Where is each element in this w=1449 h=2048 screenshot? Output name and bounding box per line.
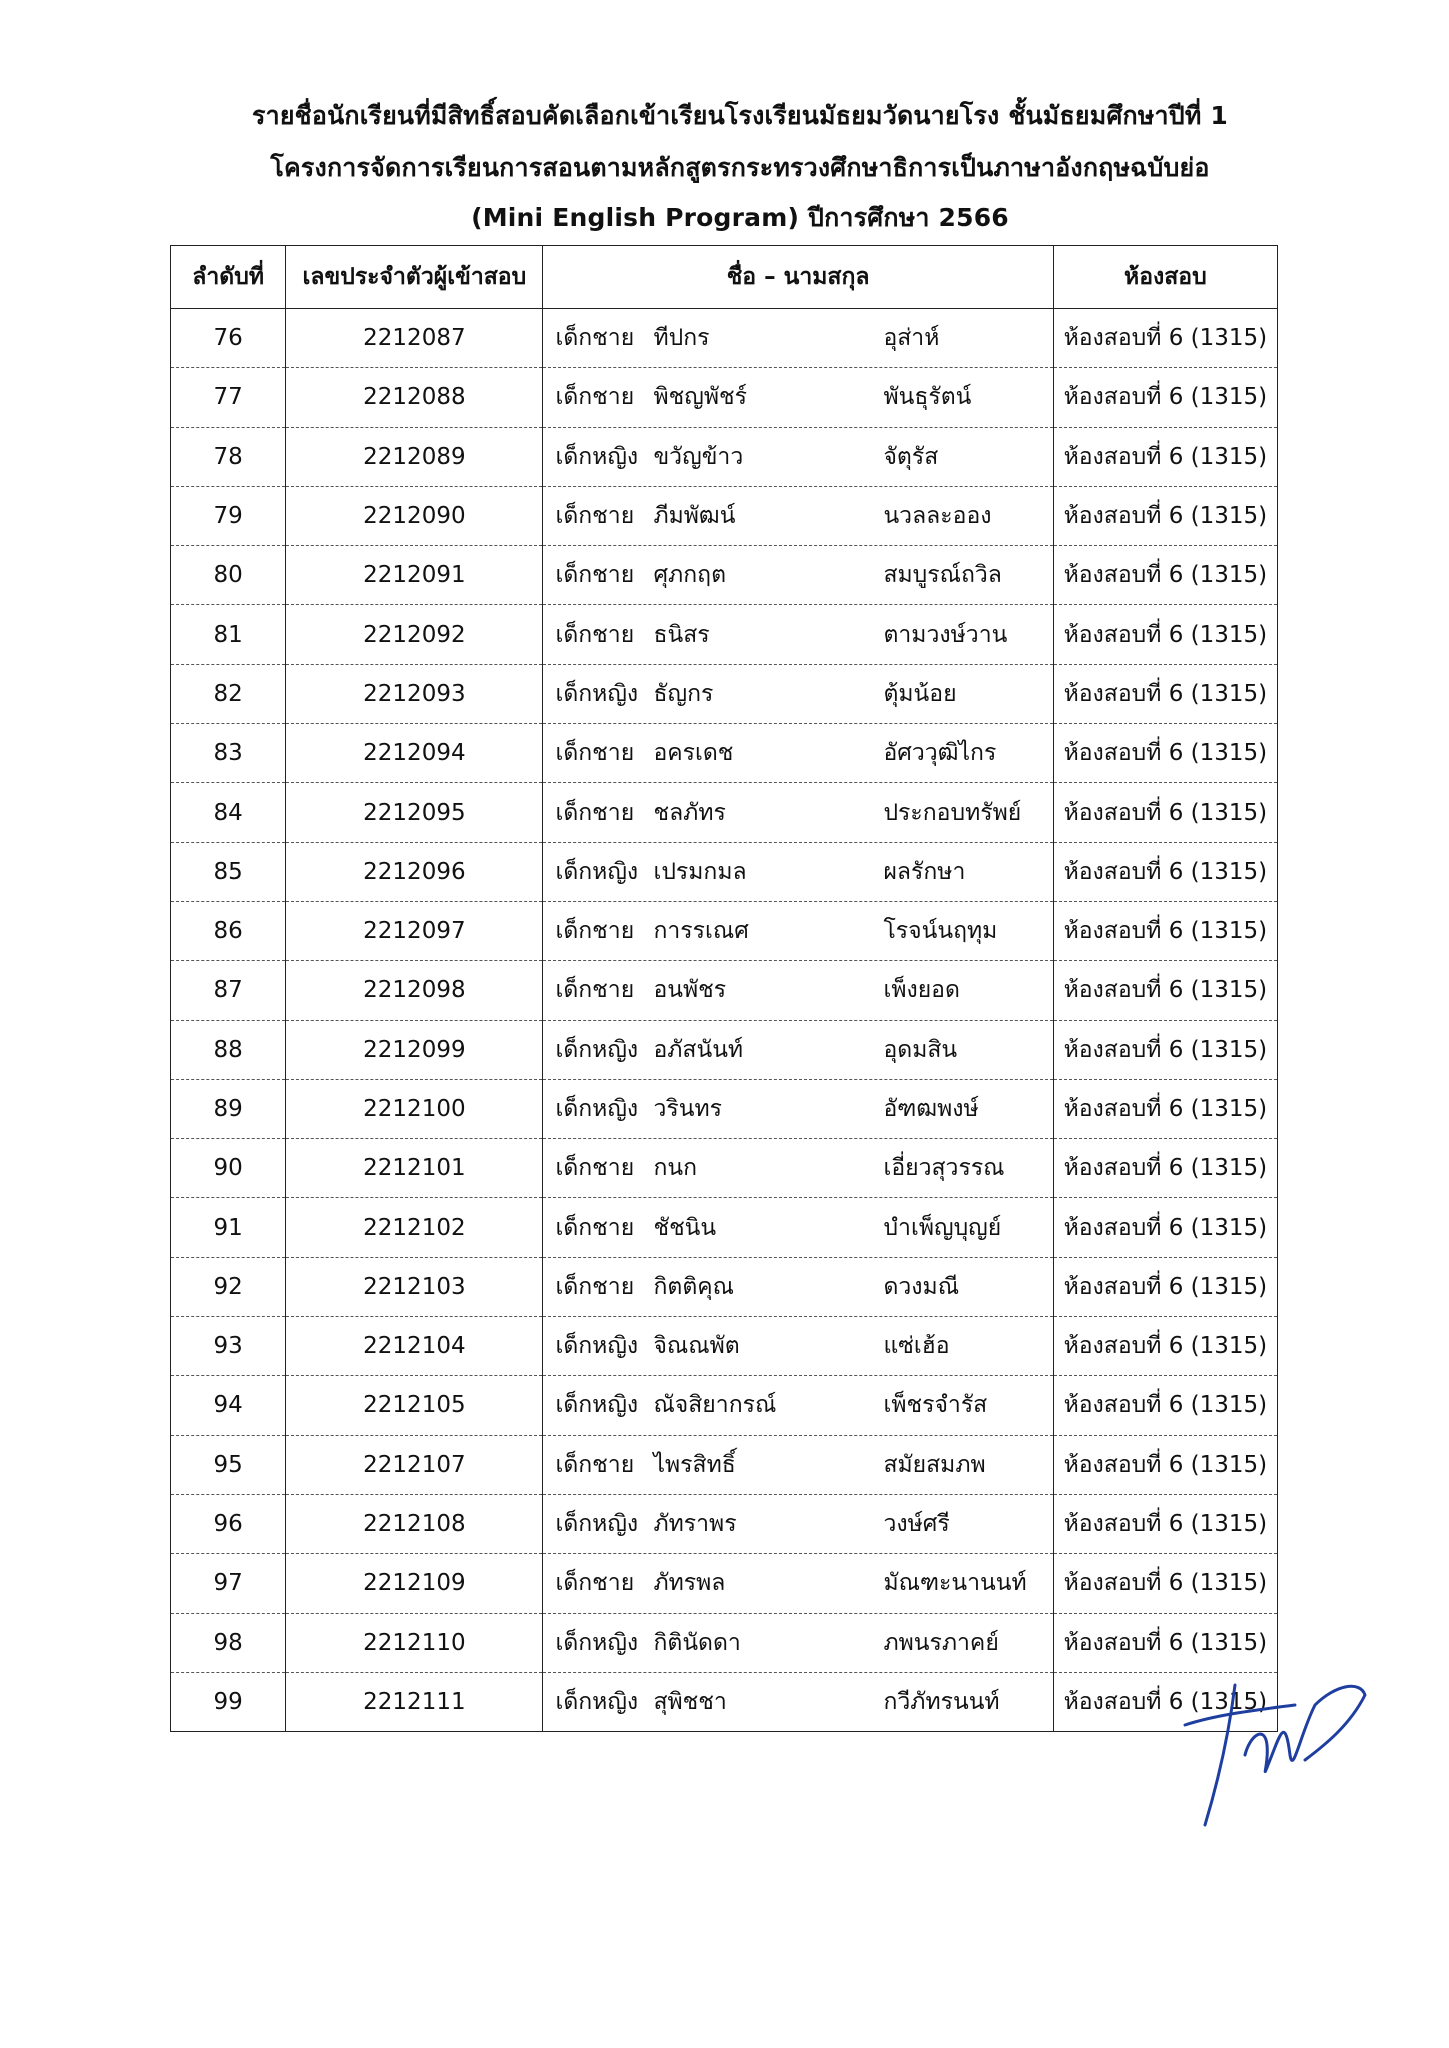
table-row — [171, 1198, 1278, 1257]
cell-exam-id: 2212107 — [286, 1435, 543, 1494]
name-prefix: เด็กชาย — [555, 1214, 635, 1241]
document-title-line2: โครงการจัดการเรียนการสอนตามหลักสูตรกระทรวงศึกษาธิการเป็นภาษาอังกฤษฉบับย่อ — [270, 153, 1210, 182]
cell-no: 84 — [171, 783, 286, 842]
first-name: เปรมกมล — [653, 858, 747, 885]
cell-name — [543, 1317, 1053, 1376]
cell-exam-id: 2212094 — [286, 724, 543, 783]
first-name: ขวัญข้าว — [653, 443, 744, 470]
first-name: วรินทร — [653, 1096, 722, 1122]
cell-exam-id: 2212092 — [286, 605, 543, 664]
table-row — [171, 961, 1278, 1020]
name-prefix: เด็กหญิง — [555, 1511, 639, 1538]
cell-name — [543, 664, 1053, 723]
name-prefix: เด็กชาย — [555, 977, 635, 1004]
name-prefix: เด็กชาย — [555, 562, 635, 589]
cell-no: 80 — [171, 546, 286, 605]
cell-exam-id: 2212096 — [286, 842, 543, 901]
cell-room: ห้องสอบที่ 6 (1315) — [1053, 724, 1277, 783]
last-name: เพ็ชรจำรัส — [883, 1392, 988, 1419]
first-name: ธัญกร — [653, 680, 714, 707]
cell-no: 89 — [171, 1079, 286, 1138]
cell-exam-id: 2212099 — [286, 1020, 543, 1079]
cell-name — [543, 427, 1053, 486]
last-name: สมัยสมภพ — [883, 1451, 986, 1478]
cell-name — [543, 1020, 1053, 1079]
table-body — [171, 309, 1278, 1732]
last-name: แซ่เฮ้อ — [883, 1333, 950, 1360]
table-row — [171, 664, 1278, 723]
table-row — [171, 1376, 1278, 1435]
table-row — [171, 605, 1278, 664]
last-name: อุดมสิน — [883, 1036, 958, 1063]
first-name: จิณณพัต — [653, 1333, 740, 1360]
last-name: เอี่ยวสุวรรณ — [883, 1155, 1005, 1182]
cell-room: ห้องสอบที่ 6 (1315) — [1053, 1198, 1277, 1257]
cell-room: ห้องสอบที่ 6 (1315) — [1053, 842, 1277, 901]
cell-name — [543, 309, 1053, 368]
header-no: ลำดับที่ — [171, 246, 286, 309]
cell-exam-id: 2212088 — [286, 368, 543, 427]
document-title-line3: (Mini English Program) ปีการศึกษา 2566 — [471, 203, 1009, 232]
cell-name — [543, 605, 1053, 664]
first-name: อภัสนันท์ — [653, 1036, 744, 1063]
last-name: ผลรักษา — [883, 858, 966, 885]
name-prefix: เด็กหญิง — [555, 1688, 639, 1715]
cell-no: 96 — [171, 1494, 286, 1553]
document-title-line1: รายชื่อนักเรียนที่มีสิทธิ์สอบคัดเลือกเข้าเรียนโรงเรียนมัธยมวัดนายโรง ชั้นมัธยมศึกษาปีที่ 1 — [251, 101, 1229, 130]
cell-no: 82 — [171, 664, 286, 723]
first-name: ศุภกฤต — [653, 562, 727, 589]
first-name: กิตินัดดา — [653, 1629, 741, 1656]
cell-name — [543, 1139, 1053, 1198]
cell-no: 78 — [171, 427, 286, 486]
cell-no: 87 — [171, 961, 286, 1020]
cell-name — [543, 842, 1053, 901]
table-row — [171, 1079, 1278, 1138]
name-prefix: เด็กชาย — [555, 384, 635, 411]
cell-exam-id: 2212093 — [286, 664, 543, 723]
table-row — [171, 724, 1278, 783]
header-name: ชื่อ – นามสกุล — [543, 246, 1053, 309]
cell-exam-id: 2212100 — [286, 1079, 543, 1138]
last-name: มัณฑะนานนท์ — [883, 1570, 1027, 1597]
name-prefix: เด็กชาย — [555, 325, 635, 352]
cell-no: 91 — [171, 1198, 286, 1257]
cell-no: 99 — [171, 1672, 286, 1731]
first-name: ภัทราพร — [653, 1511, 737, 1538]
table-row — [171, 427, 1278, 486]
name-prefix: เด็กชาย — [555, 1570, 635, 1597]
cell-no: 95 — [171, 1435, 286, 1494]
last-name: นวลละออง — [883, 503, 992, 530]
table-row — [171, 1020, 1278, 1079]
name-prefix: เด็กหญิง — [555, 1036, 639, 1063]
name-prefix: เด็กชาย — [555, 1155, 635, 1182]
table-row — [171, 1139, 1278, 1198]
last-name: บำเพ็ญบุญย์ — [883, 1214, 1002, 1241]
cell-room: ห้องสอบที่ 6 (1315) — [1053, 1672, 1277, 1731]
last-name: ตุ้มน้อย — [883, 680, 957, 707]
table-row — [171, 1494, 1278, 1553]
cell-name — [543, 1376, 1053, 1435]
table-row — [171, 901, 1278, 960]
cell-room: ห้องสอบที่ 6 (1315) — [1053, 1435, 1277, 1494]
cell-name — [543, 1554, 1053, 1613]
name-prefix: เด็กชาย — [555, 1451, 635, 1478]
header-exam-id: เลขประจำตัวผู้เข้าสอบ — [286, 246, 543, 309]
first-name: อครเดช — [653, 740, 734, 767]
name-prefix: เด็กหญิง — [555, 858, 639, 885]
cell-room: ห้องสอบที่ 6 (1315) — [1053, 1079, 1277, 1138]
first-name: ธนิสร — [653, 621, 710, 648]
cell-room: ห้องสอบที่ 6 (1315) — [1053, 961, 1277, 1020]
cell-exam-id: 2212105 — [286, 1376, 543, 1435]
cell-name — [543, 783, 1053, 842]
cell-exam-id: 2212091 — [286, 546, 543, 605]
cell-exam-id: 2212104 — [286, 1317, 543, 1376]
first-name: สุพิชชา — [653, 1688, 727, 1715]
cell-exam-id: 2212103 — [286, 1257, 543, 1316]
cell-name — [543, 961, 1053, 1020]
cell-name — [543, 546, 1053, 605]
cell-exam-id: 2212098 — [286, 961, 543, 1020]
cell-room: ห้องสอบที่ 6 (1315) — [1053, 486, 1277, 545]
cell-no: 94 — [171, 1376, 286, 1435]
cell-name — [543, 1257, 1053, 1316]
first-name: การรเณศ — [653, 918, 749, 945]
cell-exam-id: 2212089 — [286, 427, 543, 486]
name-prefix: เด็กหญิง — [555, 1333, 639, 1360]
first-name: ชัชนิน — [653, 1214, 717, 1241]
last-name: อัศววุฒิไกร — [883, 740, 997, 767]
first-name: ชลภัทร — [653, 799, 726, 826]
cell-room: ห้องสอบที่ 6 (1315) — [1053, 1613, 1277, 1672]
cell-exam-id: 2212095 — [286, 783, 543, 842]
cell-exam-id: 2212090 — [286, 486, 543, 545]
cell-no: 79 — [171, 486, 286, 545]
first-name: กนก — [653, 1155, 698, 1182]
last-name: กวีภัทรนนท์ — [883, 1688, 1000, 1715]
last-name: ประกอบทรัพย์ — [883, 799, 1022, 826]
cell-room: ห้องสอบที่ 6 (1315) — [1053, 605, 1277, 664]
cell-no: 90 — [171, 1139, 286, 1198]
cell-no: 92 — [171, 1257, 286, 1316]
last-name: ตามวงษ์วาน — [883, 621, 1008, 648]
cell-room: ห้องสอบที่ 6 (1315) — [1053, 368, 1277, 427]
cell-name — [543, 901, 1053, 960]
cell-exam-id: 2212109 — [286, 1554, 543, 1613]
last-name: โรจน์นฤทุม — [883, 918, 998, 945]
table-row — [171, 783, 1278, 842]
cell-exam-id: 2212110 — [286, 1613, 543, 1672]
cell-no: 88 — [171, 1020, 286, 1079]
cell-no: 98 — [171, 1613, 286, 1672]
cell-room: ห้องสอบที่ 6 (1315) — [1053, 309, 1277, 368]
cell-room: ห้องสอบที่ 6 (1315) — [1053, 1257, 1277, 1316]
cell-exam-id: 2212102 — [286, 1198, 543, 1257]
last-name: จัตุรัส — [883, 443, 939, 470]
cell-name — [543, 1079, 1053, 1138]
table-header-row — [171, 246, 1278, 309]
name-prefix: เด็กหญิง — [555, 680, 639, 707]
cell-room: ห้องสอบที่ 6 (1315) — [1053, 783, 1277, 842]
table-row — [171, 368, 1278, 427]
cell-room: ห้องสอบที่ 6 (1315) — [1053, 1376, 1277, 1435]
table-row — [171, 1672, 1278, 1731]
table-row — [171, 1257, 1278, 1316]
signature-icon — [1175, 1665, 1375, 1835]
cell-exam-id: 2212087 — [286, 309, 543, 368]
first-name: กิตติคุณ — [653, 1273, 734, 1300]
cell-name — [543, 368, 1053, 427]
cell-name — [543, 486, 1053, 545]
cell-name — [543, 1198, 1053, 1257]
first-name: อนพัชร — [653, 977, 727, 1004]
first-name: พิชญพัชร์ — [653, 384, 747, 411]
name-prefix: เด็กชาย — [555, 918, 635, 945]
first-name: ณัจสิยากรณ์ — [653, 1392, 777, 1419]
table-row — [171, 1613, 1278, 1672]
name-prefix: เด็กชาย — [555, 621, 635, 648]
cell-no: 81 — [171, 605, 286, 664]
last-name: ดวงมณี — [883, 1273, 960, 1300]
name-prefix: เด็กชาย — [555, 1273, 635, 1300]
cell-no: 76 — [171, 309, 286, 368]
cell-room: ห้องสอบที่ 6 (1315) — [1053, 1317, 1277, 1376]
table-row — [171, 546, 1278, 605]
cell-name — [543, 1672, 1053, 1731]
cell-no: 93 — [171, 1317, 286, 1376]
name-prefix: เด็กหญิง — [555, 1629, 639, 1656]
name-prefix: เด็กหญิง — [555, 443, 639, 470]
name-prefix: เด็กชาย — [555, 799, 635, 826]
last-name: พันธุรัตน์ — [883, 384, 972, 411]
table-row — [171, 486, 1278, 545]
table-row — [171, 842, 1278, 901]
cell-room: ห้องสอบที่ 6 (1315) — [1053, 901, 1277, 960]
cell-name — [543, 724, 1053, 783]
last-name: วงษ์ศรี — [883, 1511, 950, 1538]
first-name: ภัทรพล — [653, 1570, 726, 1597]
cell-no: 85 — [171, 842, 286, 901]
cell-room: ห้องสอบที่ 6 (1315) — [1053, 1139, 1277, 1198]
first-name: ภีมพัฒน์ — [653, 503, 736, 530]
last-name: อุส่าห์ — [883, 325, 940, 352]
name-prefix: เด็กหญิง — [555, 1392, 639, 1419]
cell-room: ห้องสอบที่ 6 (1315) — [1053, 1554, 1277, 1613]
cell-exam-id: 2212108 — [286, 1494, 543, 1553]
table-row — [171, 1554, 1278, 1613]
cell-exam-id: 2212101 — [286, 1139, 543, 1198]
cell-name — [543, 1613, 1053, 1672]
first-name: ไพรสิทธิ์ — [653, 1451, 736, 1478]
table-row — [171, 1435, 1278, 1494]
table-row — [171, 1317, 1278, 1376]
name-prefix: เด็กชาย — [555, 740, 635, 767]
last-name: ภพนรภาคย์ — [883, 1629, 999, 1656]
cell-name — [543, 1435, 1053, 1494]
header-room: ห้องสอบ — [1053, 246, 1277, 309]
table-row — [171, 309, 1278, 368]
last-name: เพ็งยอด — [883, 977, 960, 1004]
cell-room: ห้องสอบที่ 6 (1315) — [1053, 1494, 1277, 1553]
cell-room: ห้องสอบที่ 6 (1315) — [1053, 546, 1277, 605]
cell-exam-id: 2212097 — [286, 901, 543, 960]
cell-no: 77 — [171, 368, 286, 427]
cell-room: ห้องสอบที่ 6 (1315) — [1053, 1020, 1277, 1079]
cell-no: 97 — [171, 1554, 286, 1613]
last-name: อัฑฒพงษ์ — [883, 1096, 979, 1122]
last-name: สมบูรณ์ถวิล — [883, 562, 1002, 589]
student-roster-table — [170, 245, 1278, 1732]
cell-no: 86 — [171, 901, 286, 960]
cell-exam-id: 2212111 — [286, 1672, 543, 1731]
cell-no: 83 — [171, 724, 286, 783]
cell-name — [543, 1494, 1053, 1553]
first-name: ทีปกร — [653, 325, 710, 352]
name-prefix: เด็กหญิง — [555, 1096, 639, 1122]
name-prefix: เด็กชาย — [555, 503, 635, 530]
cell-room: ห้องสอบที่ 6 (1315) — [1053, 427, 1277, 486]
cell-room: ห้องสอบที่ 6 (1315) — [1053, 664, 1277, 723]
